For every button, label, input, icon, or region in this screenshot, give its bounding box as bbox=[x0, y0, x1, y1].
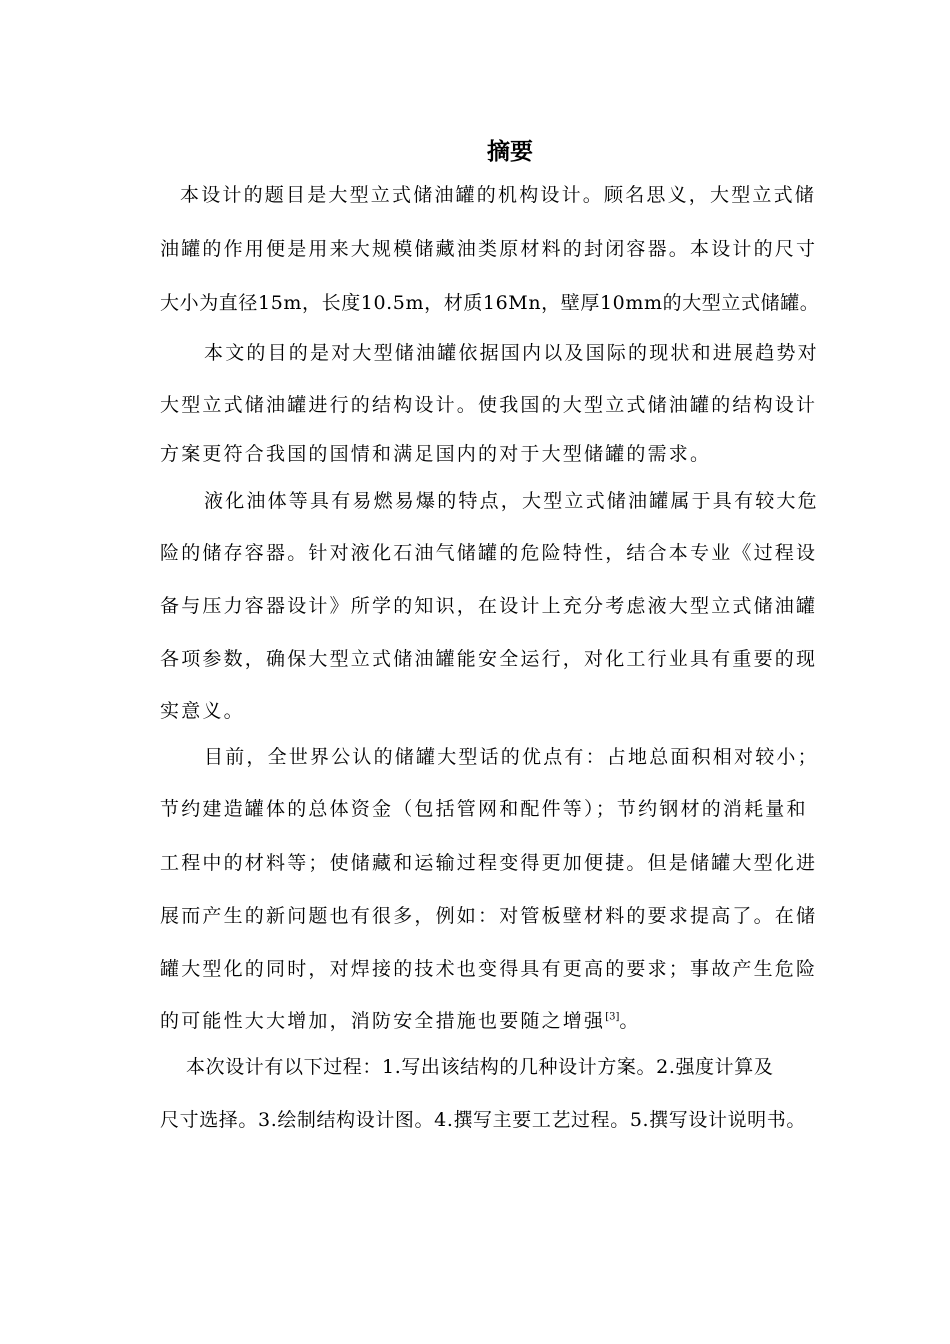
paragraph-2-line-1: 本文的目的是对大型储油罐依据国内以及国际的现状和进展趋势对 bbox=[204, 342, 819, 364]
paragraph-5-line-2: 尺寸选择。3.绘制结构设计图。4.撰写主要工艺过程。5.撰写设计说明书。 bbox=[160, 1109, 806, 1131]
citation-reference: [3] bbox=[605, 1011, 620, 1023]
paragraph-4-line-6 bbox=[160, 1008, 641, 1034]
paragraph-1-line-1: 本设计的题目是大型立式储油罐的机构设计。顾名思义，大型立式储 bbox=[180, 184, 817, 206]
paragraph-2-line-2: 大型立式储油罐进行的结构设计。使我国的大型立式储油罐的结构设计 bbox=[160, 394, 818, 416]
paragraph-2-line-3: 方案更符合我国的国情和满足国内的对于大型储罐的需求。 bbox=[160, 443, 712, 465]
paragraph-4-line-4: 展而产生的新问题也有很多，例如：对管板壁材料的要求提高了。在储 bbox=[160, 905, 818, 927]
paragraph-4-line-6-text: 的可能性大大增加，消防安全措施也要随之增强 bbox=[160, 1010, 606, 1032]
paragraph-5-line-1: 本次设计有以下过程：1.写出该结构的几种设计方案。2.强度计算及 bbox=[186, 1056, 774, 1078]
paragraph-1-line-2: 油罐的作用便是用来大规模储藏油类原材料的封闭容器。本设计的尺寸 bbox=[160, 238, 818, 260]
paragraph-4-line-5: 罐大型化的同时，对焊接的技术也变得具有更高的要求；事故产生危险 bbox=[160, 958, 818, 980]
paragraph-3-line-3: 备与压力容器设计》所学的知识，在设计上充分考虑液大型立式储油罐 bbox=[160, 595, 818, 617]
page-title: 摘要 bbox=[487, 139, 533, 165]
paragraph-4-line-6-end: 。 bbox=[619, 1010, 641, 1032]
paragraph-3-line-1: 液化油体等具有易燃易爆的特点，大型立式储油罐属于具有较大危 bbox=[204, 490, 819, 512]
paragraph-1-line-3: 大小为直径15m，长度10.5m，材质16Mn，壁厚10mm的大型立式储罐。 bbox=[160, 292, 820, 314]
paragraph-3-line-5: 实意义。 bbox=[160, 700, 245, 722]
paragraph-3-line-4: 各项参数，确保大型立式储油罐能安全运行，对化工行业具有重要的现 bbox=[160, 648, 818, 670]
paragraph-4-line-3: 工程中的材料等；使储藏和运输过程变得更加便捷。但是储罐大型化进 bbox=[160, 852, 818, 874]
paragraph-4-line-2: 节约建造罐体的总体资金（包括管网和配件等）；节约钢材的消耗量和 bbox=[160, 798, 808, 820]
paragraph-4-line-1: 目前，全世界公认的储罐大型话的优点有：占地总面积相对较小； bbox=[204, 746, 819, 768]
paragraph-3-line-2: 险的储存容器。针对液化石油气储罐的危险特性，结合本专业《过程设 bbox=[160, 542, 818, 564]
